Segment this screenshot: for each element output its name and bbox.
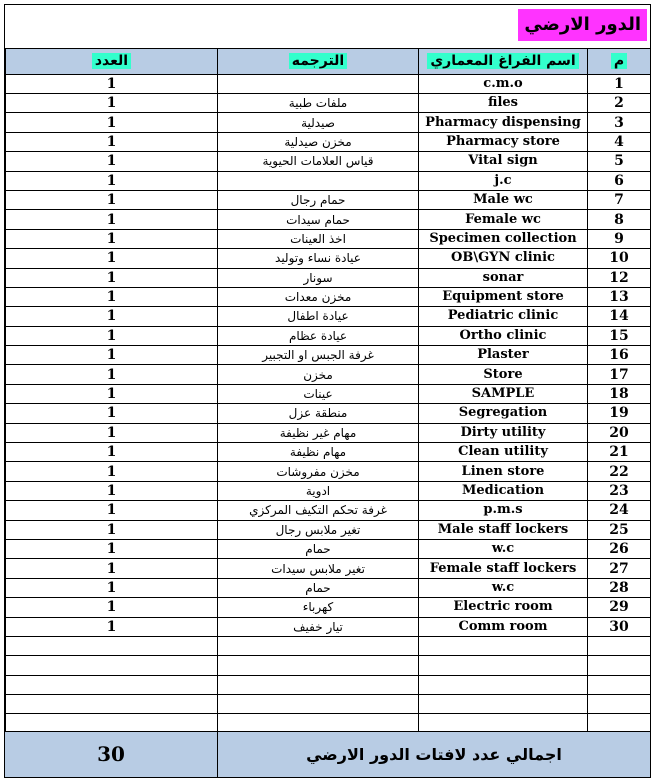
empty-cell bbox=[6, 656, 218, 675]
cell-space-name: Pediatric clinic bbox=[419, 307, 588, 326]
cell-count: 1 bbox=[6, 307, 218, 326]
cell-num: 8 bbox=[588, 210, 651, 229]
cell-num: 12 bbox=[588, 268, 651, 287]
cell-count: 1 bbox=[6, 132, 218, 151]
cell-num: 5 bbox=[588, 152, 651, 171]
cell-space-name: Female wc bbox=[419, 210, 588, 229]
cell-space-name: Clean utility bbox=[419, 443, 588, 462]
cell-translation: مهام نظيفة bbox=[218, 443, 419, 462]
table-row bbox=[6, 559, 651, 578]
cell-num: 15 bbox=[588, 326, 651, 345]
cell-num: 23 bbox=[588, 481, 651, 500]
cell-num: 4 bbox=[588, 132, 651, 151]
cell-space-name: Vital sign bbox=[419, 152, 588, 171]
cell-count: 1 bbox=[6, 287, 218, 306]
empty-cell bbox=[419, 675, 588, 694]
cell-count: 1 bbox=[6, 443, 218, 462]
cell-space-name: Medication bbox=[419, 481, 588, 500]
cell-count: 1 bbox=[6, 501, 218, 520]
cell-space-name: Equipment store bbox=[419, 287, 588, 306]
cell-count: 1 bbox=[6, 171, 218, 190]
cell-num: 28 bbox=[588, 578, 651, 597]
cell-num: 10 bbox=[588, 249, 651, 268]
cell-translation: قياس العلامات الحيوية bbox=[218, 152, 419, 171]
cell-count: 1 bbox=[6, 249, 218, 268]
cell-translation: مهام غير نظيفة bbox=[218, 423, 419, 442]
cell-num: 2 bbox=[588, 93, 651, 112]
cell-num: 14 bbox=[588, 307, 651, 326]
cell-translation: اخذ العينات bbox=[218, 229, 419, 248]
table-row bbox=[6, 210, 651, 229]
cell-space-name: Male staff lockers bbox=[419, 520, 588, 539]
table-header-row bbox=[6, 49, 651, 75]
cell-num: 19 bbox=[588, 404, 651, 423]
cell-count: 1 bbox=[6, 346, 218, 365]
empty-cell bbox=[218, 636, 419, 655]
cell-count: 1 bbox=[6, 481, 218, 500]
table-row bbox=[6, 443, 651, 462]
table-row bbox=[6, 190, 651, 209]
empty-cell bbox=[218, 675, 419, 694]
table-row bbox=[6, 307, 651, 326]
cell-space-name: Plaster bbox=[419, 346, 588, 365]
empty-cell bbox=[419, 636, 588, 655]
cell-count: 1 bbox=[6, 617, 218, 636]
cell-space-name: p.m.s bbox=[419, 501, 588, 520]
cell-translation: عيادة نساء وتوليد bbox=[218, 249, 419, 268]
table-row bbox=[6, 462, 651, 481]
cell-count: 1 bbox=[6, 152, 218, 171]
total-caption: اجمالي عدد لافتات الدور الارضي bbox=[306, 745, 562, 764]
table-row bbox=[6, 93, 651, 112]
table-row bbox=[6, 481, 651, 500]
cell-num: 9 bbox=[588, 229, 651, 248]
cell-translation bbox=[218, 74, 419, 93]
cell-count: 1 bbox=[6, 539, 218, 558]
cell-translation: تغير ملابس رجال bbox=[218, 520, 419, 539]
empty-cell bbox=[588, 695, 651, 714]
table-row bbox=[6, 598, 651, 617]
cell-translation: مخزن bbox=[218, 365, 419, 384]
empty-row bbox=[6, 695, 651, 714]
header-count: العدد bbox=[6, 49, 218, 75]
table-row bbox=[6, 249, 651, 268]
header-space-name: اسم الفراغ المعماري bbox=[419, 49, 588, 75]
cell-translation bbox=[218, 171, 419, 190]
empty-cell bbox=[588, 656, 651, 675]
cell-space-name: Female staff lockers bbox=[419, 559, 588, 578]
cell-num: 24 bbox=[588, 501, 651, 520]
table-row bbox=[6, 404, 651, 423]
cell-space-name: Male wc bbox=[419, 190, 588, 209]
empty-cell bbox=[588, 636, 651, 655]
cell-num: 7 bbox=[588, 190, 651, 209]
cell-num: 30 bbox=[588, 617, 651, 636]
cell-space-name: OB\GYN clinic bbox=[419, 249, 588, 268]
title-row bbox=[5, 5, 650, 49]
cell-count: 1 bbox=[6, 210, 218, 229]
empty-cell bbox=[218, 695, 419, 714]
empty-cell bbox=[6, 695, 218, 714]
cell-count: 1 bbox=[6, 268, 218, 287]
empty-row bbox=[6, 636, 651, 655]
cell-translation: حمام رجال bbox=[218, 190, 419, 209]
cell-space-name: c.m.o bbox=[419, 74, 588, 93]
cell-num: 16 bbox=[588, 346, 651, 365]
cell-num: 27 bbox=[588, 559, 651, 578]
cell-count: 1 bbox=[6, 113, 218, 132]
table-row bbox=[6, 423, 651, 442]
cell-space-name: Specimen collection bbox=[419, 229, 588, 248]
cell-space-name: j.c bbox=[419, 171, 588, 190]
cell-num: 29 bbox=[588, 598, 651, 617]
table-row bbox=[6, 520, 651, 539]
table-row bbox=[6, 74, 651, 93]
cell-count: 1 bbox=[6, 190, 218, 209]
cell-translation: عيادة عظام bbox=[218, 326, 419, 345]
table-row bbox=[6, 268, 651, 287]
table-row bbox=[6, 132, 651, 151]
cell-space-name: Linen store bbox=[419, 462, 588, 481]
cell-translation: صيدلية bbox=[218, 113, 419, 132]
table-row bbox=[6, 171, 651, 190]
cell-space-name: Electric room bbox=[419, 598, 588, 617]
cell-translation: عيادة اطفال bbox=[218, 307, 419, 326]
table-row bbox=[6, 152, 651, 171]
table-body bbox=[6, 74, 651, 733]
cell-space-name: Store bbox=[419, 365, 588, 384]
cell-space-name: SAMPLE bbox=[419, 384, 588, 403]
cell-translation: مخزن صيدلية bbox=[218, 132, 419, 151]
spreadsheet-sheet bbox=[4, 4, 651, 778]
cell-space-name: sonar bbox=[419, 268, 588, 287]
cell-num: 18 bbox=[588, 384, 651, 403]
signage-table bbox=[5, 48, 651, 734]
cell-space-name: w.c bbox=[419, 539, 588, 558]
total-count: 30 bbox=[5, 732, 218, 777]
cell-num: 25 bbox=[588, 520, 651, 539]
cell-num: 17 bbox=[588, 365, 651, 384]
cell-translation: غرفة الجبس او التجبير bbox=[218, 346, 419, 365]
empty-row bbox=[6, 675, 651, 694]
cell-count: 1 bbox=[6, 423, 218, 442]
table-row bbox=[6, 617, 651, 636]
cell-space-name: w.c bbox=[419, 578, 588, 597]
cell-count: 1 bbox=[6, 462, 218, 481]
cell-translation: سونار bbox=[218, 268, 419, 287]
cell-num: 6 bbox=[588, 171, 651, 190]
cell-translation: ملفات طبية bbox=[218, 93, 419, 112]
cell-count: 1 bbox=[6, 74, 218, 93]
cell-translation: مخزن مفروشات bbox=[218, 462, 419, 481]
cell-num: 20 bbox=[588, 423, 651, 442]
empty-cell bbox=[218, 656, 419, 675]
empty-cell bbox=[419, 695, 588, 714]
cell-count: 1 bbox=[6, 598, 218, 617]
cell-translation: غرفة تحكم التكيف المركزي bbox=[218, 501, 419, 520]
cell-count: 1 bbox=[6, 229, 218, 248]
empty-cell bbox=[588, 675, 651, 694]
empty-row bbox=[6, 656, 651, 675]
cell-count: 1 bbox=[6, 93, 218, 112]
empty-cell bbox=[6, 636, 218, 655]
cell-translation: حمام bbox=[218, 578, 419, 597]
cell-translation: مخزن معدات bbox=[218, 287, 419, 306]
cell-space-name: Pharmacy dispensing bbox=[419, 113, 588, 132]
cell-count: 1 bbox=[6, 559, 218, 578]
cell-num: 1 bbox=[588, 74, 651, 93]
cell-space-name: Dirty utility bbox=[419, 423, 588, 442]
header-translation: الترجمه bbox=[218, 49, 419, 75]
cell-translation: منطقة عزل bbox=[218, 404, 419, 423]
cell-translation: حمام bbox=[218, 539, 419, 558]
cell-count: 1 bbox=[6, 365, 218, 384]
empty-cell bbox=[419, 656, 588, 675]
summary-row bbox=[5, 731, 650, 777]
table-row bbox=[6, 501, 651, 520]
cell-space-name: Segregation bbox=[419, 404, 588, 423]
table-row bbox=[6, 287, 651, 306]
empty-cell bbox=[6, 675, 218, 694]
cell-translation: كهرباء bbox=[218, 598, 419, 617]
page-title: الدور الارضي bbox=[518, 9, 647, 41]
cell-count: 1 bbox=[6, 384, 218, 403]
cell-translation: ادوية bbox=[218, 481, 419, 500]
table-row bbox=[6, 578, 651, 597]
cell-num: 22 bbox=[588, 462, 651, 481]
cell-translation: عينات bbox=[218, 384, 419, 403]
cell-count: 1 bbox=[6, 578, 218, 597]
table-row bbox=[6, 365, 651, 384]
cell-space-name: files bbox=[419, 93, 588, 112]
table-row bbox=[6, 384, 651, 403]
cell-space-name: Pharmacy store bbox=[419, 132, 588, 151]
cell-space-name: Ortho clinic bbox=[419, 326, 588, 345]
cell-num: 3 bbox=[588, 113, 651, 132]
cell-count: 1 bbox=[6, 520, 218, 539]
table-row bbox=[6, 113, 651, 132]
cell-count: 1 bbox=[6, 404, 218, 423]
table-row bbox=[6, 229, 651, 248]
table-row bbox=[6, 326, 651, 345]
cell-num: 13 bbox=[588, 287, 651, 306]
cell-translation: تيار خفيف bbox=[218, 617, 419, 636]
cell-translation: تغير ملابس سيدات bbox=[218, 559, 419, 578]
cell-space-name: Comm room bbox=[419, 617, 588, 636]
table-row bbox=[6, 539, 651, 558]
cell-num: 21 bbox=[588, 443, 651, 462]
cell-translation: حمام سيدات bbox=[218, 210, 419, 229]
cell-num: 26 bbox=[588, 539, 651, 558]
table-row bbox=[6, 346, 651, 365]
header-num: م bbox=[588, 49, 651, 75]
cell-count: 1 bbox=[6, 326, 218, 345]
